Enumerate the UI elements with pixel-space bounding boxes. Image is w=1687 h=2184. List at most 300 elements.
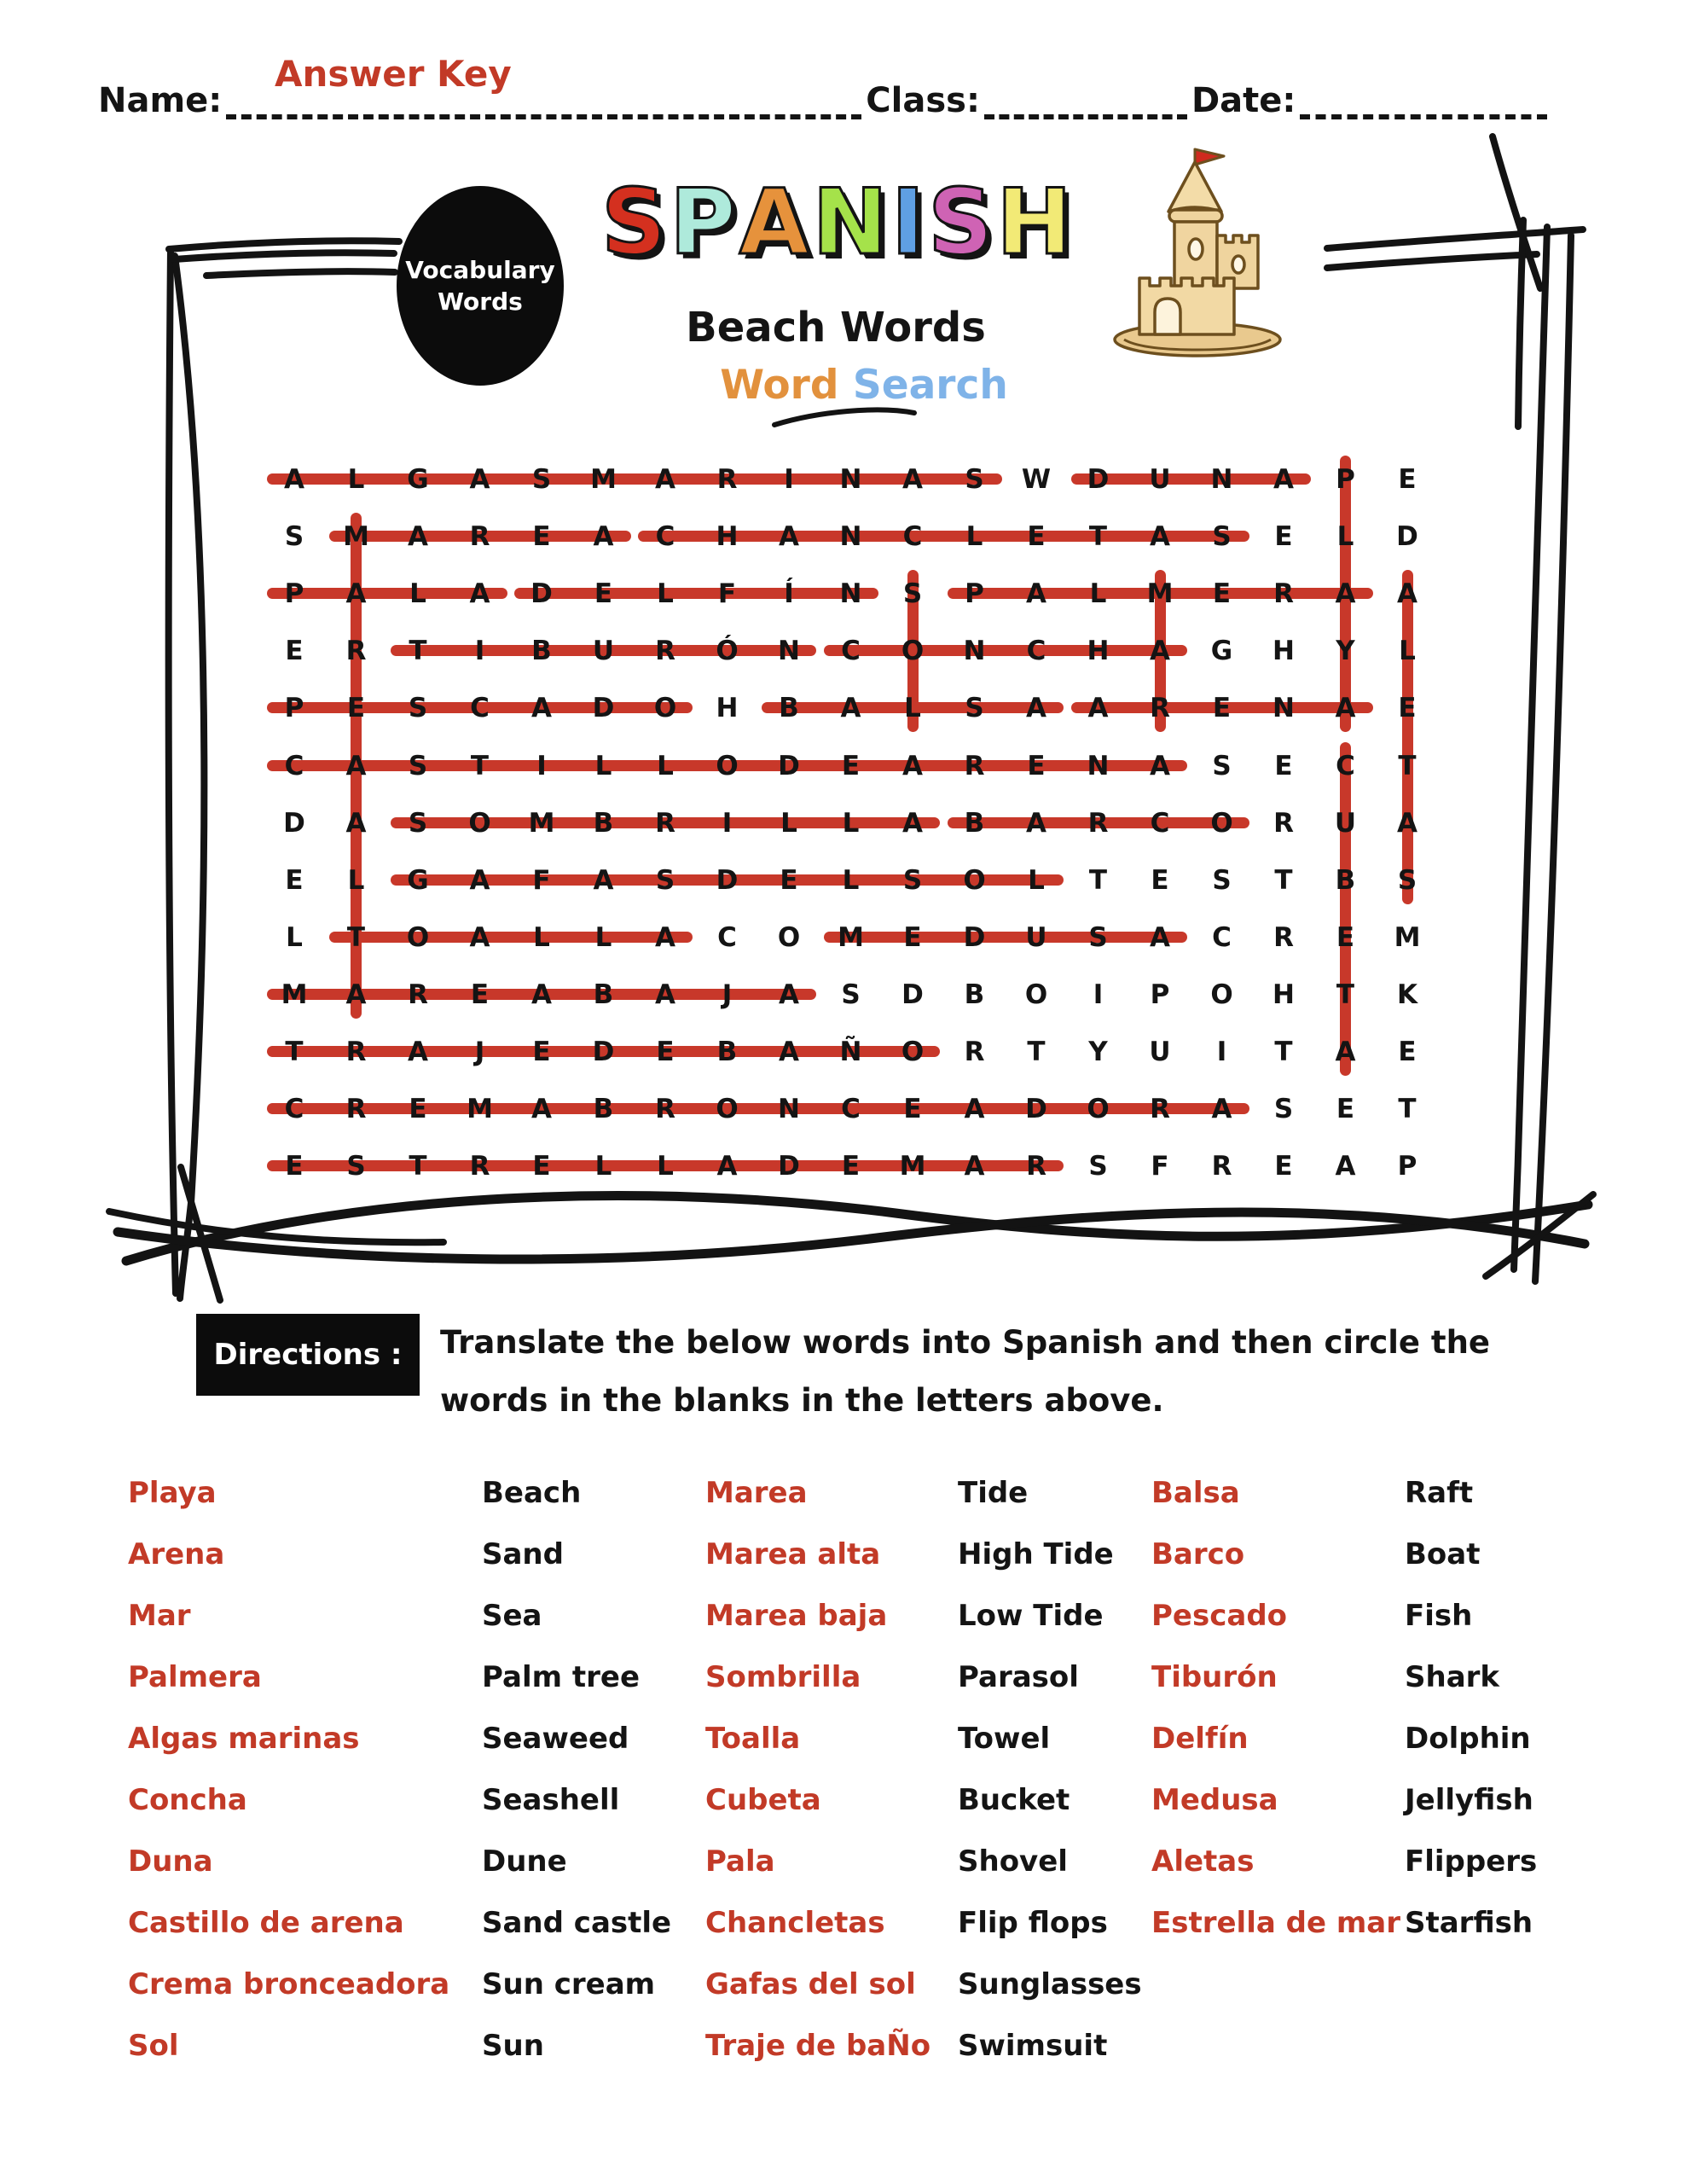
grid-letter-r4-c1: E [346, 693, 366, 724]
grid-letter-r4-c0: P [284, 693, 304, 724]
grid-letter-r10-c16: T [1274, 1037, 1293, 1067]
word-list-spanish-arena: Arena [128, 1537, 225, 1571]
grid-letter-r3-c2: T [409, 636, 427, 667]
grid-letter-r1-c6: C [655, 521, 675, 553]
grid-letter-r6-c3: O [468, 807, 491, 839]
grid-letter-r1-c3: R [469, 521, 490, 553]
grid-letter-r8-c10: E [903, 921, 922, 953]
grid-letter-r2-c12: A [1026, 578, 1046, 610]
grid-letter-r7-c17: B [1335, 864, 1356, 896]
spanish-title [601, 171, 1072, 275]
word-list-spanish-sombrilla: Sombrilla [705, 1660, 861, 1694]
grid-letter-r11-c8: N [778, 1094, 800, 1125]
name-class-date-row [98, 82, 1551, 119]
word-list-spanish-cubeta: Cubeta [705, 1783, 821, 1817]
grid-letter-r10-c17: A [1335, 1037, 1356, 1067]
grid-letter-r5-c12: E [1027, 750, 1046, 781]
grid-letter-r9-c6: A [655, 979, 675, 1010]
grid-letter-r5-c1: A [345, 750, 367, 781]
grid-letter-r3-c15: G [1210, 636, 1233, 667]
grid-letter-r11-c0: C [284, 1094, 304, 1125]
grid-letter-r6-c1: A [345, 807, 367, 839]
word-list-spanish-playa: Playa [128, 1476, 217, 1510]
word-list-english-dolphin: Dolphin [1405, 1722, 1531, 1756]
grid-letter-r7-c7: D [716, 864, 739, 896]
grid-letter-r12-c15: R [1211, 1151, 1232, 1182]
grid-letter-r12-c13: S [1088, 1151, 1108, 1182]
grid-letter-r2-c8: Í [784, 578, 794, 610]
grid-letter-r1-c14: A [1150, 521, 1170, 553]
grid-letter-r0-c6: A [655, 464, 675, 495]
grid-letter-r6-c16: R [1273, 807, 1294, 839]
answer-line-CUBETA [1340, 742, 1351, 1077]
grid-letter-r11-c2: E [409, 1094, 427, 1125]
grid-letter-r8-c7: C [717, 921, 737, 953]
grid-letter-r3-c3: I [474, 636, 485, 667]
grid-letter-r10-c18: E [1398, 1037, 1417, 1067]
word-list-english-beach: Beach [482, 1476, 582, 1510]
word-list-english-flip-flops: Flip flops [958, 1906, 1108, 1940]
word-list-english-parasol: Parasol [958, 1660, 1079, 1694]
grid-letter-r11-c12: D [1025, 1094, 1047, 1125]
word-list-english-tide: Tide [958, 1476, 1029, 1510]
grid-letter-r7-c6: S [655, 864, 675, 896]
grid-letter-r4-c14: R [1150, 693, 1170, 724]
grid-letter-r11-c5: B [593, 1094, 614, 1125]
grid-letter-r2-c11: P [965, 578, 984, 610]
grid-letter-r2-c5: E [594, 578, 613, 610]
grid-letter-r8-c15: C [1212, 921, 1232, 953]
grid-letter-r4-c10: L [904, 693, 921, 724]
grid-letter-r10-c4: E [532, 1037, 551, 1067]
grid-letter-r9-c3: E [470, 979, 490, 1010]
grid-letter-r10-c9: Ñ [839, 1037, 862, 1067]
vocabulary-words-badge [397, 186, 564, 386]
word-list-english-flippers: Flippers [1405, 1844, 1538, 1879]
word-list-spanish-duna: Duna [128, 1844, 213, 1879]
grid-letter-r7-c12: L [1028, 864, 1045, 896]
grid-letter-r10-c7: B [716, 1037, 738, 1067]
grid-letter-r1-c5: A [593, 521, 614, 553]
word-list-spanish-traje-de-baño: Traje de baÑo [705, 2029, 931, 2063]
grid-letter-r2-c1: A [345, 578, 367, 610]
grid-letter-r3-c8: N [778, 636, 800, 667]
word-list-english-raft: Raft [1405, 1476, 1474, 1510]
word-list-english-dune: Dune [482, 1844, 567, 1879]
grid-letter-r1-c18: D [1396, 521, 1418, 553]
grid-letter-r8-c3: A [469, 921, 490, 953]
spanish-title-letter-2: A [739, 170, 809, 275]
grid-letter-r8-c13: S [1088, 921, 1108, 953]
word-list-spanish-mar: Mar [128, 1599, 191, 1633]
grid-letter-r12-c12: R [1026, 1151, 1046, 1182]
grid-letter-r1-c12: E [1027, 521, 1046, 553]
grid-letter-r11-c7: O [716, 1094, 739, 1125]
word-list-spanish-chancletas: Chancletas [705, 1906, 885, 1940]
grid-letter-r8-c17: E [1336, 921, 1355, 953]
grid-letter-r0-c10: A [902, 464, 923, 495]
grid-letter-r3-c14: A [1150, 636, 1170, 667]
grid-letter-r0-c7: R [716, 464, 738, 495]
grid-letter-r9-c11: B [964, 979, 985, 1010]
class-blank-line [984, 87, 1187, 119]
grid-letter-r10-c2: A [408, 1037, 428, 1067]
directions-box [196, 1314, 420, 1396]
grid-letter-r3-c9: C [841, 636, 861, 667]
word-list-spanish-concha: Concha [128, 1783, 247, 1817]
grid-letter-r8-c4: L [533, 921, 550, 953]
grid-letter-r0-c0: A [284, 464, 304, 495]
grid-letter-r11-c6: R [655, 1094, 675, 1125]
grid-letter-r10-c13: Y [1088, 1037, 1108, 1067]
grid-letter-r5-c3: T [470, 750, 490, 781]
grid-letter-r10-c12: T [1027, 1037, 1046, 1067]
grid-letter-r4-c13: A [1087, 693, 1109, 724]
word-list-english-low-tide: Low Tide [958, 1599, 1104, 1633]
grid-letter-r4-c6: O [653, 693, 677, 724]
grid-letter-r9-c0: M [281, 979, 308, 1010]
spanish-title-letter-5: S [928, 170, 994, 275]
grid-letter-r1-c13: T [1088, 521, 1108, 553]
class-label: Class: [866, 81, 980, 120]
grid-letter-r1-c4: E [532, 521, 551, 553]
grid-letter-r5-c13: N [1087, 750, 1110, 781]
grid-letter-r5-c18: T [1398, 750, 1417, 781]
word-list-english-sunglasses: Sunglasses [958, 1967, 1142, 2001]
grid-letter-r7-c9: L [842, 864, 860, 896]
grid-letter-r11-c10: E [903, 1094, 922, 1125]
grid-letter-r5-c5: L [594, 750, 612, 781]
word-list-spanish-delfín: Delfín [1151, 1722, 1249, 1756]
grid-letter-r0-c18: E [1398, 464, 1417, 495]
grid-letter-r0-c3: A [469, 464, 490, 495]
date-label: Date: [1191, 81, 1296, 120]
grid-letter-r7-c2: G [407, 864, 429, 896]
grid-letter-r1-c2: A [408, 521, 428, 553]
word-list-english-towel: Towel [958, 1722, 1051, 1756]
grid-letter-r11-c18: T [1398, 1094, 1417, 1125]
grid-letter-r9-c2: R [408, 979, 428, 1010]
grid-letter-r6-c10: A [902, 807, 923, 839]
grid-letter-r7-c10: S [902, 864, 923, 896]
grid-letter-r8-c9: M [838, 921, 864, 953]
grid-letter-r9-c18: K [1396, 979, 1418, 1010]
spanish-title-letter-6: H [996, 170, 1072, 275]
grid-letter-r11-c13: O [1087, 1094, 1110, 1125]
grid-letter-r1-c9: N [839, 521, 862, 553]
grid-letter-r6-c11: B [964, 807, 985, 839]
word-list-spanish-marea-baja: Marea baja [705, 1599, 888, 1633]
word-list-spanish-aletas: Aletas [1151, 1844, 1255, 1879]
grid-letter-r10-c14: U [1149, 1037, 1171, 1067]
word-list-spanish-toalla: Toalla [705, 1722, 801, 1756]
word-list-english-seaweed: Seaweed [482, 1722, 629, 1756]
grid-letter-r1-c0: S [284, 521, 304, 553]
grid-letter-r12-c0: E [285, 1151, 304, 1182]
grid-letter-r7-c11: O [963, 864, 986, 896]
grid-letter-r2-c18: A [1397, 578, 1417, 610]
grid-letter-r5-c16: E [1274, 750, 1293, 781]
grid-letter-r3-c7: Ó [716, 636, 739, 667]
grid-letter-r8-c2: O [406, 921, 430, 953]
grid-letter-r4-c15: E [1212, 693, 1232, 724]
grid-letter-r11-c16: S [1273, 1094, 1294, 1125]
word-search-heading [642, 362, 1086, 409]
grid-letter-r9-c12: O [1024, 979, 1048, 1010]
grid-letter-r2-c9: N [839, 578, 862, 610]
grid-letter-r11-c4: A [531, 1094, 552, 1125]
grid-letter-r0-c8: I [784, 464, 794, 495]
word-list-english-sand: Sand [482, 1537, 564, 1571]
grid-letter-r9-c17: T [1336, 979, 1355, 1010]
spanish-title-letter-0: S [601, 170, 667, 275]
grid-letter-r5-c11: R [964, 750, 985, 781]
word-search-heading-search: Search [852, 362, 1008, 409]
badge-line-2: Words [438, 288, 523, 316]
grid-letter-r10-c10: O [901, 1037, 925, 1067]
grid-letter-r3-c4: B [531, 636, 552, 667]
word-list-english-shovel: Shovel [958, 1844, 1068, 1879]
grid-letter-r7-c13: T [1088, 864, 1108, 896]
grid-letter-r9-c9: S [841, 979, 861, 1010]
grid-letter-r6-c18: A [1397, 807, 1417, 839]
grid-letter-r12-c17: A [1335, 1151, 1356, 1182]
word-list-english-starfish: Starfish [1405, 1906, 1533, 1940]
grid-letter-r12-c18: P [1397, 1151, 1417, 1182]
word-list-english-boat: Boat [1405, 1537, 1481, 1571]
grid-letter-r12-c7: A [716, 1151, 738, 1182]
grid-letter-r9-c7: J [722, 979, 733, 1010]
directions-text-line-2: words in the blanks in the letters above. [440, 1382, 1164, 1419]
word-list-spanish-marea: Marea [705, 1476, 808, 1510]
grid-letter-r4-c18: E [1398, 693, 1417, 724]
grid-letter-r12-c10: M [899, 1151, 926, 1182]
word-list-spanish-balsa: Balsa [1151, 1476, 1240, 1510]
grid-letter-r3-c0: E [285, 636, 304, 667]
grid-letter-r11-c17: E [1336, 1094, 1355, 1125]
grid-letter-r0-c9: N [839, 464, 862, 495]
grid-letter-r3-c10: O [901, 636, 925, 667]
grid-letter-r2-c4: D [530, 578, 553, 610]
grid-letter-r10-c6: E [656, 1037, 675, 1067]
grid-letter-r5-c15: S [1212, 750, 1232, 781]
word-list-english-swimsuit: Swimsuit [958, 2029, 1108, 2063]
grid-letter-r12-c3: R [469, 1151, 490, 1182]
grid-letter-r4-c2: S [408, 693, 428, 724]
grid-letter-r2-c6: L [657, 578, 674, 610]
grid-letter-r5-c2: S [408, 750, 428, 781]
word-list-english-sun: Sun [482, 2029, 544, 2063]
grid-letter-r2-c10: S [902, 578, 923, 610]
word-list-english-shark: Shark [1405, 1660, 1500, 1694]
grid-letter-r7-c0: E [285, 864, 304, 896]
grid-letter-r6-c7: I [722, 807, 733, 839]
answer-key-label: Answer Key [275, 53, 512, 95]
grid-letter-r2-c17: A [1335, 578, 1356, 610]
grid-letter-r0-c17: P [1336, 464, 1355, 495]
grid-letter-r9-c13: I [1093, 979, 1104, 1010]
grid-letter-r8-c14: A [1150, 921, 1170, 953]
grid-letter-r4-c7: H [716, 693, 739, 724]
word-list-spanish-marea-alta: Marea alta [705, 1537, 881, 1571]
grid-letter-r6-c14: C [1150, 807, 1170, 839]
grid-letter-r3-c11: N [963, 636, 986, 667]
grid-letter-r11-c11: A [964, 1094, 985, 1125]
grid-letter-r0-c15: N [1210, 464, 1233, 495]
grid-letter-r12-c6: L [657, 1151, 674, 1182]
word-list-spanish-pala: Pala [705, 1844, 775, 1879]
grid-letter-r9-c8: A [779, 979, 799, 1010]
grid-letter-r7-c5: A [593, 864, 614, 896]
grid-letter-r8-c1: T [346, 921, 366, 953]
grid-letter-r9-c15: O [1210, 979, 1233, 1010]
grid-letter-r4-c3: C [470, 693, 490, 724]
grid-letter-r12-c14: F [1151, 1151, 1169, 1182]
grid-letter-r2-c2: L [409, 578, 426, 610]
grid-letter-r0-c5: M [590, 464, 617, 495]
grid-letter-r2-c16: R [1273, 578, 1294, 610]
word-list-spanish-sol: Sol [128, 2029, 179, 2063]
grid-letter-r9-c14: P [1150, 979, 1170, 1010]
grid-letter-r3-c5: U [592, 636, 615, 667]
word-list-spanish-estrella-de-mar: Estrella de mar [1151, 1906, 1401, 1940]
word-list-english-bucket: Bucket [958, 1783, 1070, 1817]
grid-letter-r12-c8: D [778, 1151, 800, 1182]
word-list-english-palm-tree: Palm tree [482, 1660, 641, 1694]
grid-letter-r2-c0: P [284, 578, 304, 610]
grid-letter-r1-c11: L [965, 521, 983, 553]
grid-letter-r9-c5: B [593, 979, 614, 1010]
grid-letter-r2-c15: E [1212, 578, 1232, 610]
grid-letter-r12-c9: E [841, 1151, 861, 1182]
grid-letter-r10-c8: A [779, 1037, 799, 1067]
word-list-english-jellyfish: Jellyfish [1405, 1783, 1533, 1817]
grid-letter-r6-c15: O [1210, 807, 1233, 839]
grid-letter-r2-c13: L [1089, 578, 1107, 610]
grid-letter-r11-c1: R [345, 1094, 367, 1125]
grid-letter-r1-c8: A [779, 521, 799, 553]
badge-line-1: Vocabulary [405, 256, 555, 284]
grid-letter-r7-c4: F [532, 864, 551, 896]
grid-letter-r1-c10: C [902, 521, 923, 553]
grid-letter-r3-c12: C [1026, 636, 1046, 667]
grid-letter-r3-c1: R [345, 636, 367, 667]
grid-letter-r4-c11: S [965, 693, 984, 724]
grid-letter-r6-c9: L [842, 807, 860, 839]
grid-letter-r6-c17: U [1334, 807, 1357, 839]
grid-letter-r3-c17: Y [1336, 636, 1355, 667]
grid-letter-r4-c9: A [840, 693, 861, 724]
grid-letter-r1-c17: L [1336, 521, 1354, 553]
date-blank-line [1300, 87, 1547, 119]
grid-letter-r4-c12: A [1026, 693, 1046, 724]
grid-letter-r7-c14: E [1151, 864, 1169, 896]
grid-letter-r2-c3: A [469, 578, 490, 610]
grid-letter-r12-c1: S [346, 1151, 366, 1182]
grid-letter-r3-c18: L [1399, 636, 1416, 667]
grid-letter-r8-c0: L [286, 921, 303, 953]
word-list-spanish-tiburón: Tiburón [1151, 1660, 1278, 1694]
word-list-english-fish: Fish [1405, 1599, 1473, 1633]
grid-letter-r3-c6: R [655, 636, 675, 667]
grid-letter-r4-c17: A [1335, 693, 1356, 724]
name-blank-line [226, 87, 861, 119]
grid-letter-r5-c10: A [902, 750, 923, 781]
grid-letter-r1-c15: S [1212, 521, 1232, 553]
grid-letter-r3-c16: H [1272, 636, 1295, 667]
directions-label: Directions : [213, 1338, 403, 1372]
grid-letter-r4-c5: D [592, 693, 615, 724]
grid-letter-r1-c16: E [1274, 521, 1293, 553]
spanish-title-letter-1: P [670, 170, 736, 275]
grid-letter-r7-c8: E [780, 864, 798, 896]
grid-letter-r5-c7: O [716, 750, 739, 781]
grid-letter-r11-c15: A [1211, 1094, 1232, 1125]
grid-letter-r9-c16: H [1272, 979, 1295, 1010]
grid-letter-r8-c16: R [1273, 921, 1294, 953]
grid-letter-r7-c3: A [469, 864, 490, 896]
grid-letter-r8-c11: D [963, 921, 986, 953]
word-list-spanish-crema-bronceadora: Crema bronceadora [128, 1967, 450, 2001]
grid-letter-r10-c5: D [592, 1037, 615, 1067]
word-list-spanish-algas-marinas: Algas marinas [128, 1722, 360, 1756]
grid-letter-r8-c18: M [1394, 921, 1421, 953]
grid-letter-r6-c0: D [283, 807, 305, 839]
grid-letter-r1-c1: M [343, 521, 369, 553]
grid-letter-r10-c1: R [345, 1037, 367, 1067]
grid-letter-r0-c4: S [531, 464, 552, 495]
word-list-spanish-gafas-del-sol: Gafas del sol [705, 1967, 916, 2001]
word-list-spanish-medusa: Medusa [1151, 1783, 1278, 1817]
grid-letter-r6-c4: M [528, 807, 555, 839]
grid-letter-r11-c3: M [467, 1094, 493, 1125]
beach-words-subtitle: Beach Words [686, 304, 986, 351]
word-list-english-sun-cream: Sun cream [482, 1967, 656, 2001]
grid-letter-r9-c4: A [531, 979, 552, 1010]
grid-letter-r7-c16: T [1274, 864, 1293, 896]
grid-letter-r12-c5: L [594, 1151, 612, 1182]
grid-letter-r8-c8: O [777, 921, 801, 953]
grid-letter-r5-c17: C [1336, 750, 1355, 781]
grid-letter-r12-c11: A [964, 1151, 985, 1182]
grid-letter-r0-c11: S [965, 464, 984, 495]
grid-letter-r10-c11: R [964, 1037, 985, 1067]
grid-letter-r6-c6: R [655, 807, 675, 839]
answer-line-ALETAS [1402, 570, 1413, 904]
grid-letter-r0-c14: U [1149, 464, 1171, 495]
grid-letter-r8-c12: U [1025, 921, 1047, 953]
grid-letter-r5-c14: A [1150, 750, 1170, 781]
grid-letter-r1-c7: H [716, 521, 739, 553]
grid-letter-r10-c0: T [285, 1037, 304, 1067]
word-list-spanish-barco: Barco [1151, 1537, 1245, 1571]
grid-letter-r6-c2: S [408, 807, 428, 839]
sandcastle-illustration [1107, 147, 1288, 358]
grid-letter-r3-c13: H [1087, 636, 1110, 667]
grid-letter-r4-c16: N [1272, 693, 1295, 724]
word-list-english-high-tide: High Tide [958, 1537, 1114, 1571]
grid-letter-r9-c1: A [345, 979, 367, 1010]
grid-letter-r8-c5: L [594, 921, 612, 953]
grid-letter-r7-c15: S [1212, 864, 1232, 896]
grid-letter-r2-c7: F [717, 578, 737, 610]
grid-letter-r5-c4: I [536, 750, 547, 781]
grid-letter-r11-c14: R [1150, 1094, 1170, 1125]
spanish-title-letter-3: N [812, 170, 889, 275]
word-list-spanish-castillo-de-arena: Castillo de arena [128, 1906, 404, 1940]
grid-letter-r0-c16: A [1273, 464, 1294, 495]
grid-letter-r4-c8: B [779, 693, 799, 724]
